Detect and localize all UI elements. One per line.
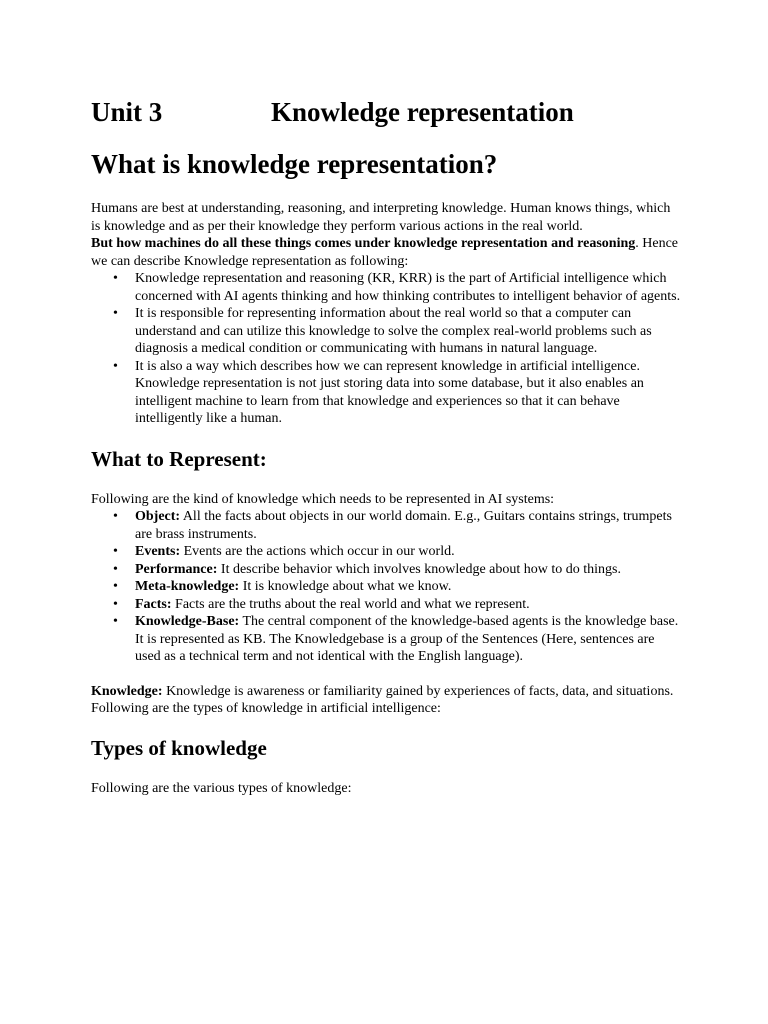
list-item-text: It describe behavior which involves knowledge about how to do things. [217,561,621,577]
list-item [91,270,683,305]
list-item-term: Meta-knowledge: [135,579,240,594]
types-of-knowledge-heading: Types of knowledge [91,735,267,760]
list-item-text: Events are the actions which occur in our world. [180,544,455,559]
bullet-icon: • [113,544,118,559]
list-item-text: It is knowledge about what we know. [239,579,452,594]
knowledge-text: Knowledge is awareness or familiarity gained by experiences of facts, data, and situations. Following are the types of knowledge in artificial intelligence: [91,683,674,716]
list-item-term: Knowledge-Base: [135,614,240,629]
list-item-term: Object: [135,509,181,524]
list-item [91,596,683,614]
main-heading: What is knowledge representation? [91,149,498,179]
intro-text-2: . Hence we can describe Knowledge representation as following: [91,236,679,269]
list-item-text: It is responsible for representing information about the real world so that a computer can understand and can utilize this knowledge to solve the complex real-world problems such as diagnosis a medical condition or communicating with humans in natural language. [135,306,652,356]
list-item-text: Facts are the truths about the real world and what we represent. [171,596,530,612]
intro-text-1: Humans are best at understanding, reasoning, and interpreting knowledge. Human knows things, which is knowledge and as per their knowledge they perform various actions in the real world. [91,201,671,234]
what-to-represent-heading: What to Represent: [91,446,267,471]
bullet-icon: • [113,306,118,321]
list-item-term: Performance: [135,561,218,577]
list-item [91,508,683,543]
list-item [91,305,683,358]
bullet-icon: • [113,614,118,629]
intro-paragraph [91,200,683,270]
bullet-icon: • [113,579,118,594]
bullet-icon: • [113,358,118,374]
unit-topic: Knowledge representation [271,97,574,127]
document-page [91,92,683,797]
list-item [91,613,683,666]
list-item [91,358,683,428]
list-item-text: Knowledge representation and reasoning (KR, KRR) is the part of Artificial intelligence which concerned with AI agents thinking and how thinking contributes to intelligent behavior of agents. [135,271,681,304]
bullet-icon: • [113,509,118,524]
list-item [91,578,683,596]
represent-list [91,508,683,666]
list-item-text: It is also a way which describes how we can represent knowledge in artificial intelligence. Knowledge representation is not just storing data into some database, but it also enables an intelligent machine to learn from that knowledge and experiences so that it can behave intelligently like a human. [135,358,644,426]
unit-number: Unit 3 [91,97,163,127]
list-item-term: Facts: [135,596,172,612]
bullet-icon: • [113,596,118,612]
knowledge-term: Knowledge: [91,683,163,699]
bullet-icon: • [113,561,118,577]
list-item-text: The central component of the knowledge-based agents is the knowledge base. It is represented as KB. The Knowledgebase is a group of the Sentences (Here, sentences are used as a technical term and not identical with the English language). [135,614,679,664]
unit-title [91,92,683,132]
intro-bold-text: But how machines do all these things comes under knowledge representation and reasoning [91,236,636,251]
list-item-text: All the facts about objects in our world domain. E.g., Guitars contains strings, trumpets are brass instruments. [135,509,672,542]
knowledge-definition [91,683,683,718]
types-of-knowledge-intro: Following are the various types of knowledge: [91,780,352,796]
list-item [91,543,683,561]
bullet-icon: • [113,271,118,286]
list-item [91,561,683,579]
list-item-term: Events: [135,544,181,559]
description-list [91,270,683,428]
what-to-represent-intro: Following are the kind of knowledge which needs to be represented in AI systems: [91,491,555,507]
